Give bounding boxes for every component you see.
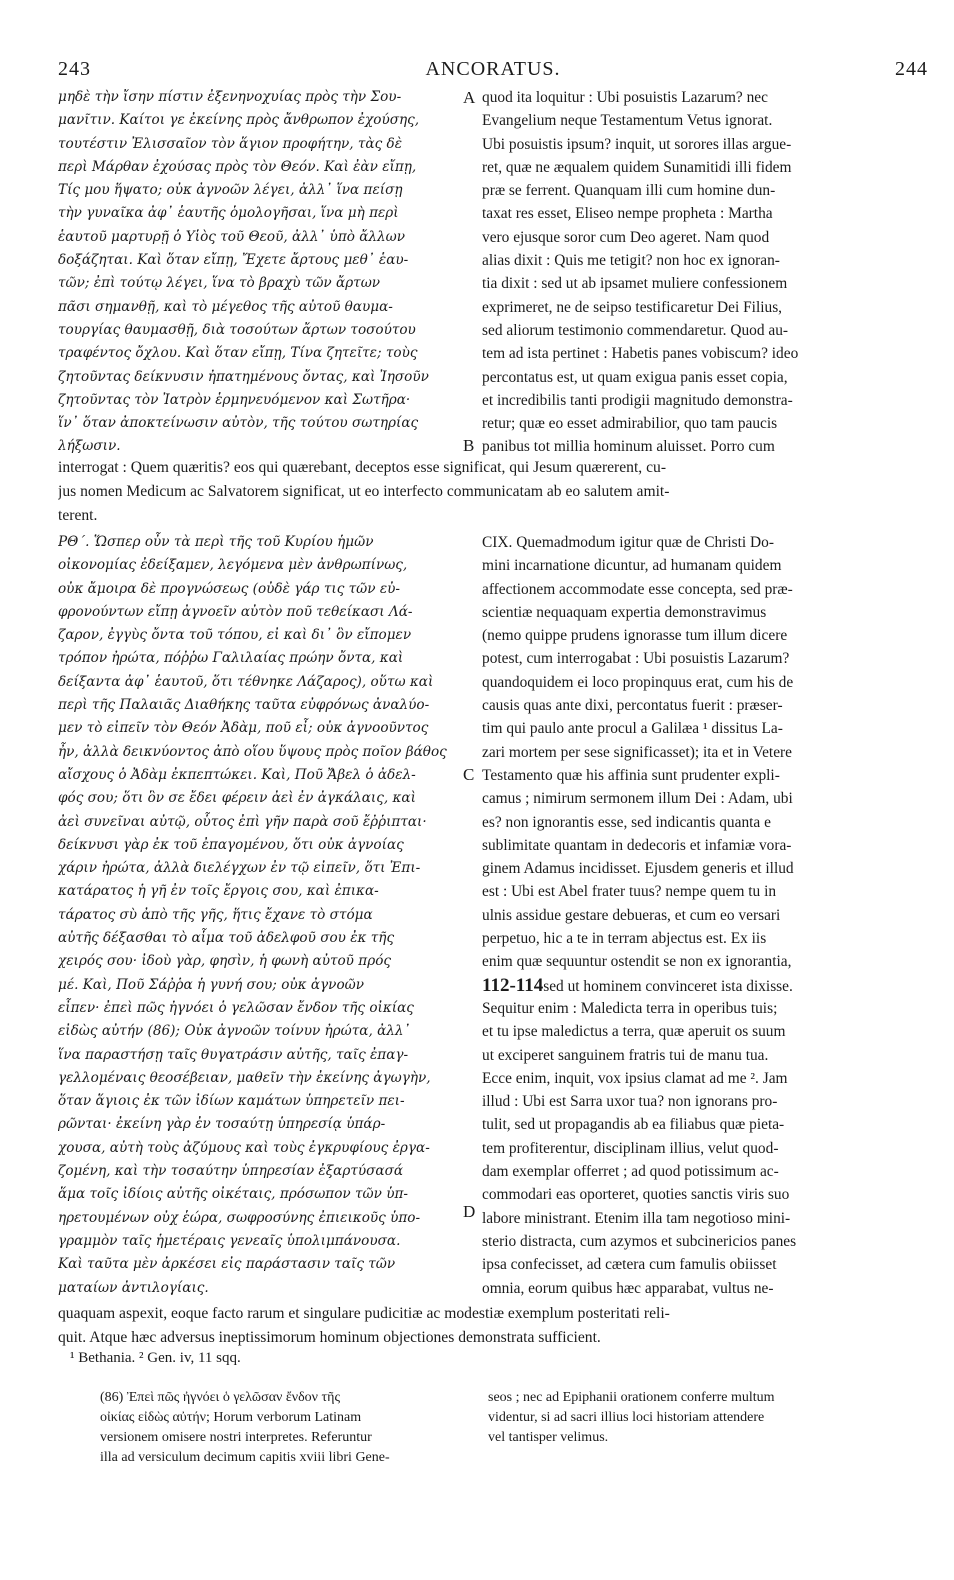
text-line: ἅμα τοῖς ἰδίοις αὐτῆς οἰκέταις, πρόσωπον τῶν ὑπ- [58, 1186, 408, 1203]
text-line: ηρετουμένων οὐχ ἑώρα, σωφροσύνης ἐπιεικοῦς ὑπο- [58, 1209, 421, 1226]
text-line: percontatus est, ut quam exigua panis esset copia, [482, 368, 788, 386]
text-line: φρονούντων εἴπῃ ἀγνοεῖν αὐτὸν ποῦ τεθείκασι Λά- [58, 603, 413, 620]
text-line: δείκνυσι γὰρ ἐκ τοῦ ἐπαγομένου, ὅτι οὐκ ἀγνοίας [58, 836, 404, 853]
text-line: tem profiterentur, disciplinam illius, velut quod- [482, 1139, 779, 1157]
text-line: οἰκίας εἰδὼς αὐτήν; Horum verborum Latinam [100, 1410, 362, 1425]
text-line: τάρατος σὺ ἀπὸ τῆς γῆς, ἥτις ἔχανε τὸ στόμα [58, 906, 373, 923]
text-line: ζαρον, ἐγγὺς ὄντα τοῦ τόπου, εἰ καὶ δι᾽ ὃν εἴπομεν [58, 627, 412, 644]
text-line: sterio distracta, cum azymos et subcinericios panes [482, 1232, 797, 1250]
text-line: οἰκονομίας ἐδείξαμεν, λεγόμενα μὲν ἀνθρωπίνως, [58, 557, 408, 574]
text-line: δοξάζηται. Καὶ ὅταν εἴπῃ, Ἔχετε ἄρτους μεθ᾽ ἑαυ- [58, 252, 409, 269]
editor-note-right [488, 1388, 908, 1448]
text-line: omnia, eorum quibus hæc apparabat, vultus ne- [482, 1279, 774, 1297]
text-line: CIX. Quemadmodum igitur quæ de Christi Do- [482, 534, 774, 551]
text-line: (86) Ἐπεὶ πῶς ἠγνόει ὁ γελῶσαν ἔνδον τῆς [100, 1390, 340, 1405]
text-line: ἑαυτοῦ μαρτυρῇ ὁ Υἱὸς τοῦ Θεοῦ, ἀλλ᾽ ὑπὸ ἄλλων [58, 228, 406, 245]
text-line: interrogat : Quem quæritis? eos qui quærebant, deceptos esse significat, qui Jesum quærerent, cu- [58, 459, 667, 476]
text-line: ζητοῦντας τὸν Ἰατρὸν ἑρμηνευόμενον καὶ Σωτῆρα· [58, 391, 411, 408]
margin-reference-number: 112-114 [482, 974, 544, 996]
text-line: τὴν γυναῖκα ἀφ᾽ ἑαυτῆς ὁμολογῆσαι, ἵνα μὴ περὶ [58, 205, 399, 222]
text-line: retur; quæ eo esset admirabilior, quo tam paucis [482, 415, 778, 433]
text-line: exprimeret, ne de seipso testificaretur Dei Filius, [482, 298, 783, 316]
text-line: ΡΘ΄. Ὥσπερ οὖν τὰ περὶ τῆς τοῦ Κυρίου ἡμῶν [58, 534, 374, 550]
latin-column-main [482, 531, 914, 1300]
text-line: γελλομέναις θεοσέβειαν, μαθεῖν τὴν ἐκείνης ἀγωγὴν, [58, 1069, 431, 1086]
text-line: ἵν᾽ ὅταν ἀποκτείνωσιν αὐτὸν, τῆς τούτου σωτηρίας [58, 415, 419, 432]
text-line: γραμμὸν ταῖς ἡμετέραις γενεαῖς ὑπολιμπάνουσα. [58, 1232, 401, 1249]
text-line: περὶ τῆς Παλαιᾶς Διαθήκης ταῦτα εὐφρόνως ἀναλύο- [58, 697, 430, 714]
section-marker-d: D [463, 1202, 476, 1221]
text-line: tem ad ista pertinet : Habetis panes vobiscum? ideo [482, 345, 799, 363]
text-line: labore ministrant. Etenim illa tam negotioso mini- [482, 1209, 791, 1227]
text-line: perpetuo, hic a te in terram abjectus est. Ex iis [482, 930, 767, 948]
text-line: οὐκ ἄμοιρα δὲ προγνώσεως (οὐδὲ γάρ τις τῶν εὐ- [58, 580, 400, 597]
section-marker-b: B [463, 436, 475, 455]
full-width-paragraph-top [58, 456, 914, 528]
text-line: φός σου; ὅτι ὃν σε ἔδει φέρειν ἀεὶ ἐν ἀγκάλαις, καὶ [58, 790, 416, 807]
text-line: χάριν ἠρώτα, ἀλλὰ διελέγχων ἐν τῷ εἰπεῖν, ὅτι Ἐπι- [58, 860, 421, 877]
text-line: commodari eas oporteret, quoties sanctis viris suo [482, 1186, 790, 1204]
text-line: scientiæ nequaquam expertia demonstravimus [482, 603, 767, 621]
text-line: ὅταν ἅγιοις ἐκ τῶν ἰδίων καμάτων ὑπηρετεῖν πει- [58, 1093, 405, 1110]
text-line: vel tantisper velimus. [488, 1430, 609, 1445]
text-line: χουσα, αὐτὴ τοὺς ἀζύμους καὶ τοὺς ἐγκρυφίους ἐργα- [58, 1139, 430, 1156]
text-line: εἰδὼς αὐτήν (86); Οὐκ ἀγνοῶν τοίνυν ἠρώτα, ἀλλ᾽ [58, 1023, 411, 1040]
text-line: πᾶσι σημανθῇ, καὶ τὸ μέγεθος τῆς αὐτοῦ θαυμα- [58, 298, 393, 315]
section-marker-c: C [463, 765, 475, 784]
text-line: ἵνα παραστήσῃ ταῖς θυγατράσιν αὐτῆς, ταῖς ἐπαγ- [58, 1046, 409, 1063]
text-line: τουργίας θαυμασθῇ, διὰ τοσούτων ἄρτων τοσούτου [58, 321, 416, 338]
text-line: quaquam aspexit, eoque facto rarum et singulare pudicitiæ ac modestiæ exemplum posteritati reli- [58, 1305, 670, 1322]
text-line: Καὶ ταῦτα μὲν ἀρκέσει εἰς παράστασιν ταῖς τῶν [58, 1256, 396, 1273]
text-line: τρόπον ἠρώτα, πόῤῥω Γαλιλαίας πρώην ὄντα, καὶ [58, 650, 404, 667]
text-line: ipsa confecisset, ad cætera cum famulis obiisset [482, 1256, 777, 1274]
text-line: præ se ferrent. Quanquam illi cum homine dun- [482, 182, 776, 200]
text-line: zari mortem per sese significasset); ita et in Vetere [482, 743, 792, 761]
text-line: τραφέντος ὄχλου. Καὶ ὅταν εἴπῃ, Τίνα ζητεῖτε; τοὺς [58, 345, 418, 362]
section-marker-a: A [463, 88, 476, 107]
text-line: quandoquidem ei loco propinquus erat, cum his de [482, 673, 794, 691]
text-line: illa ad versiculum decimum capitis xviii libri Gene- [100, 1450, 390, 1465]
text-line: taxat res esset, Eliseo nempe propheta : Martha [482, 205, 773, 223]
text-line: ζομένη, καὶ τὴν τοσαύτην ὑπηρεσίαν ἐξαρτύσασά [58, 1163, 404, 1180]
text-line: Ubi posuistis ipsum? inquit, ut sorores illas argue- [482, 135, 792, 153]
text-line: sublimitate quantam in dedecoris et infamiæ vora- [482, 836, 792, 854]
text-line: seos ; nec ad Epiphanii orationem conferre multum [488, 1390, 775, 1405]
text-line: et incredibilis tanti prodigii magnitudo demonstra- [482, 391, 793, 409]
editor-note-left [100, 1388, 470, 1468]
text-line: est : Ubi est Abel frater tuus? nempe quem tu in [482, 883, 777, 901]
page-number-left: 243 [58, 58, 91, 80]
text-line: mini incarnatione dicuntur, ad humanam quidem [482, 557, 782, 575]
line-text: sed ut hominem convinceret ista dixisse. [543, 977, 793, 995]
text-line: μεν τὸ εἰπεῖν τὸν Θεόν Ἀδὰμ, ποῦ εἶ; οὐκ ἀγνοοῦντος [58, 720, 429, 737]
text-line: ut exciperet sanguinem fratris tui de manu tua. [482, 1046, 769, 1064]
text-line: videntur, si ad sacri illius loci historiam attendere [488, 1410, 765, 1425]
text-line: αἴσχους ὁ Ἀδὰμ ἐκπεπτώκει. Καὶ, Ποῦ Ἄβελ ὁ ἀδελ- [58, 766, 416, 783]
text-line: μηδὲ τὴν ἴσην πίστιν ἐξενηνοχυίας πρὸς τὴν Σου- [58, 89, 402, 105]
footnotes: ¹ Bethania. ² Gen. iv, 11 sqq. [70, 1350, 241, 1366]
text-line: illud : Ubi est Sarra uxor tua? non ignorans pro- [482, 1093, 778, 1111]
text-line: Evangelium neque Testamentum Vetus ignorat. [482, 112, 773, 130]
text-line [482, 974, 914, 997]
running-title: ANCORATUS. [425, 58, 561, 80]
text-line: tia dixit : sed ut ab ipsamet muliere confessionem [482, 275, 788, 293]
text-line: Τίς μου ἥψατο; οὐκ ἀγνοῶν λέγει, ἀλλ᾽ ἵνα πείσῃ [58, 182, 403, 199]
page-header [58, 58, 928, 82]
text-line: Sequitur enim : Maledicta terra in operibus tuis; [482, 999, 778, 1017]
text-line: versionem omisere nostri interpretes. Referuntur [100, 1430, 372, 1445]
greek-column-top [58, 86, 470, 459]
text-line: (nemo quippe prudens ignorasse tum illum dicere [482, 627, 788, 645]
text-line: ἦν, ἀλλὰ δεικνύοντος ἀπὸ οἵου ὕψους πρὸς ποῖον βάθος [58, 743, 447, 760]
text-line: alias dixit : Quis me tetigit? non hoc ex ignoran- [482, 252, 780, 270]
text-line: causis quas ante dixi, percontatus fuerit : præser- [482, 697, 783, 715]
text-line: ρῶνται· ἐκείνη γὰρ ἐν τοσαύτῃ ὑπηρεσίᾳ ὑπάρ- [58, 1116, 386, 1133]
text-line: τῶν; ἐπὶ τούτῳ λέγει, ἵνα τὸ βραχὺ τῶν ἄρτων [58, 275, 381, 292]
text-line: jus nomen Medicum ac Salvatorem significat, ut eo interfecto communicatam ab eo salutem amit- [58, 483, 670, 500]
text-line: λήξωσιν. [58, 438, 121, 455]
latin-column-top [482, 86, 914, 459]
text-line: camus ; nimirum sermonem illum Dei : Adam, ubi [482, 790, 793, 808]
text-line: ulnis assidue gestare debueras, et cum eo versari [482, 906, 781, 924]
text-line: εἶπεν· ἐπεὶ πῶς ἠγνόει ὁ γελῶσαν ἔνδον τῆς οἰκίας [58, 999, 414, 1016]
greek-column-main [58, 531, 470, 1300]
text-line: potest, cum interrogabat : Ubi posuistis Lazarum? [482, 650, 790, 668]
text-line: μανῖτιν. Καίτοι γε ἐκείνης πρὸς ἄνθρωπον ἐχούσης, [58, 112, 420, 129]
text-line: quod ita loquitur : Ubi posuistis Lazarum? nec [482, 89, 768, 106]
full-width-paragraph-bottom [58, 1302, 914, 1350]
page-number-right: 244 [895, 58, 928, 80]
text-line: terent. [58, 507, 98, 524]
text-line: tulit, sed ut propagandis ab ea filiabus quæ pieta- [482, 1116, 785, 1134]
text-line: panibus tot millia hominum aluisset. Porro cum [482, 438, 775, 456]
text-line: Testamento quæ his affinia sunt prudenter expli- [482, 766, 780, 784]
text-line: sed aliorum testimonio commendaretur. Quod au- [482, 321, 789, 339]
text-line: τουτέστιν Ἐλισσαῖον τὸν ἅγιον προφήτην, τὰς δὲ [58, 135, 403, 152]
text-line: dam exemplar offerret ; ad quod potissimum ac- [482, 1163, 779, 1181]
text-line: ζητοῦντας δείκνυσιν ἠπατημένους ὄντας, καὶ Ἰησοῦν [58, 368, 429, 385]
text-line: et tu ipse maledictus a terra, quæ aperuit os suum [482, 1023, 786, 1041]
text-line: κατάρατος ἡ γῆ ἐν τοῖς ἔργοις σου, καὶ ἐπικα- [58, 883, 379, 900]
text-line: Ecce enim, inquit, vox ipsius clamat ad me ². Jam [482, 1069, 788, 1087]
text-line: ret, quæ ne æqualem quidem Sunamitidi illi fidem [482, 158, 792, 176]
text-line: ginem Adamus incidisset. Ejusdem generis et illud [482, 860, 794, 878]
text-line: μέ. Καὶ, Ποῦ Σάῤῥα ἡ γυνή σου; οὐκ ἀγνοῶν [58, 976, 364, 993]
text-line: es? non ignorantis esse, sed indicantis quanta e [482, 813, 771, 831]
text-line: ἀεὶ συνεῖναι αὐτῷ, οὗτος ἐπὶ γῆν παρὰ σοῦ ἔῤῥιπται· [58, 813, 427, 830]
text-line: αὐτῆς δέξασθαι τὸ αἷμα τοῦ ἀδελφοῦ σου ἐκ τῆς [58, 930, 395, 947]
text-line: enim quæ sequuntur ostendit se non ex ignorantia, [482, 953, 792, 971]
text-line: quit. Atque hæc adversus ineptissimorum hominum objectiones demonstrata sufficient. [58, 1329, 601, 1346]
text-line: χειρός σου· ἰδοὺ γὰρ, φησὶν, ἡ φωνὴ αὐτοῦ πρός [58, 953, 391, 970]
text-line: ματαίων ἀντιλογίαις. [58, 1279, 209, 1296]
text-line: δείξαντα ἀφ᾽ ἑαυτοῦ, ὅτι τέθνηκε Λάζαρος), οὕτω καὶ [58, 673, 434, 690]
text-line: περὶ Μάρθαν ἐχούσας πρὸς τὸν Θεόν. Καὶ ἐὰν εἴπῃ, [58, 158, 417, 175]
text-line: tim qui paulo ante procul a Galilæa ¹ dissitus La- [482, 720, 783, 738]
text-line: affectionem accommodate esse concepta, sed præ- [482, 580, 793, 598]
text-line: vero ejusque soror cum Deo ageret. Nam quod [482, 228, 770, 246]
